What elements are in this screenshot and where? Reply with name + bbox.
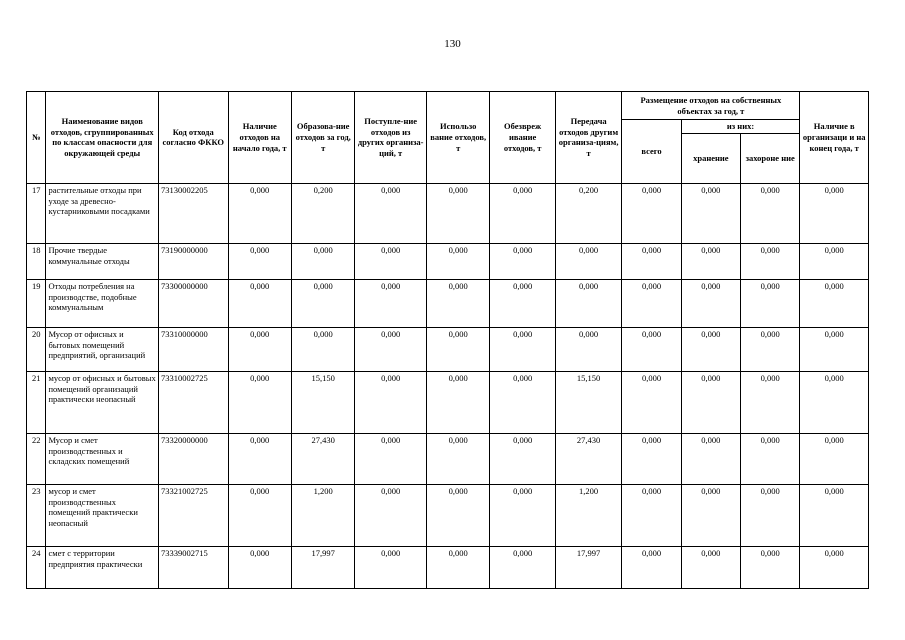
- transferred-value: 0,200: [555, 183, 621, 243]
- received-value: 0,000: [355, 183, 427, 243]
- transferred-value: 17,997: [555, 546, 621, 588]
- header-received: Поступле-ние отходов из других организа-ций, т: [355, 92, 427, 184]
- placement-total: 0,000: [622, 433, 681, 484]
- transferred-value: 0,000: [555, 279, 621, 327]
- burial-value: 0,000: [741, 243, 800, 279]
- row-number: 18: [27, 243, 46, 279]
- row-number: 19: [27, 279, 46, 327]
- waste-name: Отходы потребления на производстве, подобные коммунальным: [46, 279, 159, 327]
- header-total: всего: [622, 120, 681, 184]
- placement-total: 0,000: [622, 546, 681, 588]
- used-value: 0,000: [426, 546, 489, 588]
- start-balance: 0,000: [228, 243, 291, 279]
- used-value: 0,000: [426, 371, 489, 433]
- start-balance: 0,000: [228, 327, 291, 371]
- waste-name: Мусор от офисных и бытовых помещений предприятий, организаций: [46, 327, 159, 371]
- burial-value: 0,000: [741, 327, 800, 371]
- header-code: Код отхода согласно ФККО: [158, 92, 228, 184]
- waste-name: Прочие твердые коммунальные отходы: [46, 243, 159, 279]
- waste-name: Мусор и смет производственных и складских помещений: [46, 433, 159, 484]
- header-name: Наименование видов отходов, сгруппированных по классам опасности для окружающей среды: [46, 92, 159, 184]
- fkko-code: 73321002725: [158, 484, 228, 546]
- table-row: [27, 484, 869, 546]
- waste-name: мусор и смет производственных помещений практически неопасный: [46, 484, 159, 546]
- header-formed: Образова-ние отходов за год, т: [291, 92, 354, 184]
- fkko-code: 73310002725: [158, 371, 228, 433]
- neutralized-value: 0,000: [490, 243, 555, 279]
- end-balance: 0,000: [800, 183, 869, 243]
- row-number: 24: [27, 546, 46, 588]
- storage-value: 0,000: [681, 243, 740, 279]
- placement-total: 0,000: [622, 371, 681, 433]
- formed-value: 1,200: [291, 484, 354, 546]
- storage-value: 0,000: [681, 327, 740, 371]
- fkko-code: 73310000000: [158, 327, 228, 371]
- storage-value: 0,000: [681, 546, 740, 588]
- placement-total: 0,000: [622, 183, 681, 243]
- header-storage: хранение: [681, 133, 740, 183]
- used-value: 0,000: [426, 484, 489, 546]
- storage-value: 0,000: [681, 371, 740, 433]
- used-value: 0,000: [426, 183, 489, 243]
- header-burial: захороне ние: [741, 133, 800, 183]
- page-number: 130: [444, 38, 461, 50]
- formed-value: 0,000: [291, 243, 354, 279]
- received-value: 0,000: [355, 371, 427, 433]
- storage-value: 0,000: [681, 183, 740, 243]
- table-row: [27, 371, 869, 433]
- waste-name: растительные отходы при уходе за древесно-кустарниковыми посадками: [46, 183, 159, 243]
- received-value: 0,000: [355, 433, 427, 484]
- neutralized-value: 0,000: [490, 546, 555, 588]
- header-neutralized: Обезвреж ивание отходов, т: [490, 92, 555, 184]
- placement-total: 0,000: [622, 327, 681, 371]
- waste-name: смет с территории предприятия практически: [46, 546, 159, 588]
- header-end: Наличие в организаци и на конец года, т: [800, 92, 869, 184]
- start-balance: 0,000: [228, 183, 291, 243]
- fkko-code: 73320000000: [158, 433, 228, 484]
- header-start: Наличие отходов на начало года, т: [228, 92, 291, 184]
- table-row: [27, 546, 869, 588]
- received-value: 0,000: [355, 279, 427, 327]
- placement-total: 0,000: [622, 484, 681, 546]
- end-balance: 0,000: [800, 327, 869, 371]
- neutralized-value: 0,000: [490, 279, 555, 327]
- end-balance: 0,000: [800, 371, 869, 433]
- fkko-code: 73130002205: [158, 183, 228, 243]
- placement-total: 0,000: [622, 243, 681, 279]
- row-number: 23: [27, 484, 46, 546]
- waste-table: [26, 91, 869, 589]
- received-value: 0,000: [355, 484, 427, 546]
- received-value: 0,000: [355, 243, 427, 279]
- header-transferred: Передача отходов другим организа-циям, т: [555, 92, 621, 184]
- formed-value: 0,000: [291, 327, 354, 371]
- fkko-code: 73300000000: [158, 279, 228, 327]
- row-number: 21: [27, 371, 46, 433]
- table-row: [27, 327, 869, 371]
- storage-value: 0,000: [681, 279, 740, 327]
- burial-value: 0,000: [741, 183, 800, 243]
- burial-value: 0,000: [741, 279, 800, 327]
- row-number: 22: [27, 433, 46, 484]
- end-balance: 0,000: [800, 546, 869, 588]
- header-of-them: из них:: [681, 120, 800, 134]
- transferred-value: 15,150: [555, 371, 621, 433]
- table-row: [27, 183, 869, 243]
- transferred-value: 0,000: [555, 243, 621, 279]
- start-balance: 0,000: [228, 484, 291, 546]
- neutralized-value: 0,000: [490, 484, 555, 546]
- transferred-value: 27,430: [555, 433, 621, 484]
- row-number: 17: [27, 183, 46, 243]
- table-body: [27, 183, 869, 588]
- table-header: [27, 92, 869, 184]
- neutralized-value: 0,000: [490, 183, 555, 243]
- start-balance: 0,000: [228, 371, 291, 433]
- transferred-value: 1,200: [555, 484, 621, 546]
- used-value: 0,000: [426, 279, 489, 327]
- table-row: [27, 243, 869, 279]
- row-number: 20: [27, 327, 46, 371]
- start-balance: 0,000: [228, 433, 291, 484]
- burial-value: 0,000: [741, 371, 800, 433]
- formed-value: 0,000: [291, 279, 354, 327]
- burial-value: 0,000: [741, 433, 800, 484]
- header-num: №: [27, 92, 46, 184]
- formed-value: 17,997: [291, 546, 354, 588]
- neutralized-value: 0,000: [490, 433, 555, 484]
- used-value: 0,000: [426, 433, 489, 484]
- waste-name: мусор от офисных и бытовых помещений организаций практически неопасный: [46, 371, 159, 433]
- formed-value: 0,200: [291, 183, 354, 243]
- received-value: 0,000: [355, 327, 427, 371]
- header-used: Использо вание отходов, т: [426, 92, 489, 184]
- burial-value: 0,000: [741, 546, 800, 588]
- table-row: [27, 433, 869, 484]
- end-balance: 0,000: [800, 484, 869, 546]
- storage-value: 0,000: [681, 433, 740, 484]
- formed-value: 15,150: [291, 371, 354, 433]
- neutralized-value: 0,000: [490, 327, 555, 371]
- start-balance: 0,000: [228, 546, 291, 588]
- placement-total: 0,000: [622, 279, 681, 327]
- end-balance: 0,000: [800, 433, 869, 484]
- formed-value: 27,430: [291, 433, 354, 484]
- burial-value: 0,000: [741, 484, 800, 546]
- used-value: 0,000: [426, 243, 489, 279]
- neutralized-value: 0,000: [490, 371, 555, 433]
- transferred-value: 0,000: [555, 327, 621, 371]
- end-balance: 0,000: [800, 279, 869, 327]
- used-value: 0,000: [426, 327, 489, 371]
- storage-value: 0,000: [681, 484, 740, 546]
- fkko-code: 73339002715: [158, 546, 228, 588]
- fkko-code: 73190000000: [158, 243, 228, 279]
- header-placement: Размещение отходов на собственных объектах за год, т: [622, 92, 800, 120]
- received-value: 0,000: [355, 546, 427, 588]
- table-row: [27, 279, 869, 327]
- start-balance: 0,000: [228, 279, 291, 327]
- end-balance: 0,000: [800, 243, 869, 279]
